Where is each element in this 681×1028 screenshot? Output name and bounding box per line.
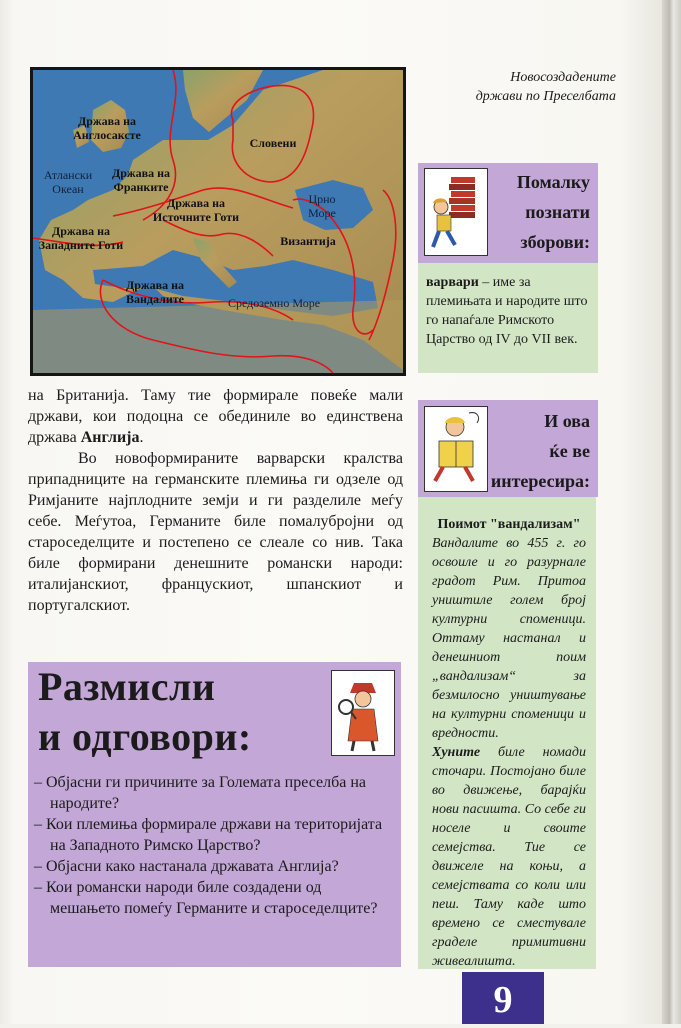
think-title-line: и одговори: bbox=[38, 714, 252, 759]
interest-term-huns: Хуните bbox=[432, 745, 481, 760]
question-list bbox=[34, 772, 394, 919]
map-label-mediterranean: Средоземно Море bbox=[227, 296, 321, 310]
interest-title-line: ќе ве bbox=[549, 441, 590, 461]
main-paragraph-1 bbox=[28, 385, 403, 448]
map-label-franks bbox=[103, 166, 179, 194]
map-label-line: Западните Готи bbox=[38, 238, 124, 252]
question-item: – Објасни ги причините за Големата преселба на народите? bbox=[34, 772, 394, 814]
map-label-line: Источните Готи bbox=[152, 210, 240, 224]
detective-with-magnifier-icon bbox=[331, 670, 395, 756]
question-item: – Кои племиња формирале држави на територијата на Западното Римско Царство? bbox=[34, 814, 394, 856]
vocab-title-line: познати bbox=[525, 202, 590, 222]
vocab-term: варвари bbox=[426, 275, 479, 290]
map-label-line: Држава на bbox=[125, 278, 185, 292]
map-label-anglosaxons bbox=[67, 114, 147, 142]
vocab-box-header bbox=[418, 163, 598, 263]
map-label-line: Држава на bbox=[77, 114, 137, 128]
map-label-line: Држава на bbox=[111, 166, 171, 180]
child-reading-book-icon bbox=[424, 406, 488, 492]
map-label-line: Франките bbox=[113, 180, 169, 194]
interest-title-line: И ова bbox=[544, 411, 590, 431]
main-text-span: на Британија. Таму тие формирале повеќе мали држави, кои подоцна се обединиле во единствена држава bbox=[28, 387, 403, 446]
map-label-line: Држава на bbox=[51, 224, 111, 238]
vocab-title-line: Помалку bbox=[516, 172, 590, 192]
think-title bbox=[38, 662, 252, 762]
main-paragraph-2: Во новоформираните варварски кралства припадниците на германските племиња ги одзеле од Римјаните најплодните земји и ги разделиле меѓу себе. Меѓутоа, Германите биле помалубројни од староседелците и постепено се слеале со нив. Така биле формирани денешните романски народи: италијанскиот, францускиот, шпанскиот и португалскиот. bbox=[28, 450, 403, 614]
map-label-line: Англосаксте bbox=[73, 128, 141, 142]
map-label-byzantium: Византија bbox=[280, 234, 336, 248]
map-label-ostrogoths bbox=[141, 196, 251, 224]
interest-text-huns: биле номади сточари. Постојано биле во движење, барајќи нови пасишта. Со себе ги носеле и своите семејства. Тие се движеле на коњи, а семејствата со коли или пеш. Таму каде што времено се сместувале граделе примитивни живеалишта. bbox=[432, 745, 586, 969]
vocab-definition: – име за племињата и народите што го напаѓале Римското Царство од IV до VII век. bbox=[426, 275, 588, 347]
europe-migration-map bbox=[30, 67, 406, 376]
map-label-line: Море bbox=[308, 206, 336, 220]
map-label-line: Држава на bbox=[166, 196, 226, 210]
think-title-line: Размисли bbox=[38, 664, 216, 709]
interest-text-vandals: Вандалите во 455 г. го освоиле и го разурнале градот Рим. Притоа уништиле голем број културни споменици. Оттаму настанал и денешниот поим „вандализам“ за безмилосно уништување на културни споменици и вредности. bbox=[432, 536, 586, 741]
africa-land bbox=[33, 300, 403, 373]
interest-term: Поимот "вандализам" bbox=[437, 517, 581, 532]
map-label-black-sea bbox=[297, 192, 347, 220]
vocab-box-body bbox=[418, 263, 598, 373]
main-text bbox=[28, 385, 403, 616]
vocab-title-line: зборови: bbox=[520, 232, 590, 252]
question-item: – Објасни како настанала државата Англија? bbox=[34, 856, 394, 877]
interest-box-body bbox=[418, 497, 596, 969]
page-number: 9 bbox=[462, 972, 544, 1024]
map-label-atlantic bbox=[35, 168, 101, 196]
running-head bbox=[416, 68, 616, 106]
interest-box-header bbox=[418, 400, 598, 497]
running-head-line: држави по Преселбата bbox=[475, 89, 616, 104]
page-edge bbox=[662, 0, 681, 1024]
running-head-line: Новосоздадените bbox=[510, 70, 616, 85]
question-item: – Кои романски народи биле создадени од мешањето помеѓу Германите и староседелците? bbox=[34, 877, 394, 919]
boy-carrying-books-icon bbox=[424, 168, 488, 256]
map-label-vandals bbox=[117, 278, 193, 306]
map-label-line: Атлански bbox=[43, 168, 93, 182]
main-text-span: . bbox=[139, 429, 144, 446]
map-label-line: Вандалите bbox=[126, 292, 184, 306]
map-label-slavs: Словени bbox=[249, 136, 297, 150]
map-label-line: Црно bbox=[308, 192, 336, 206]
map-label-visigoths bbox=[33, 224, 129, 252]
map-label-line: Океан bbox=[52, 182, 84, 196]
interest-title-line: интересира: bbox=[490, 471, 590, 491]
think-and-answer-box bbox=[28, 662, 401, 967]
main-text-bold: Англија bbox=[80, 429, 140, 446]
